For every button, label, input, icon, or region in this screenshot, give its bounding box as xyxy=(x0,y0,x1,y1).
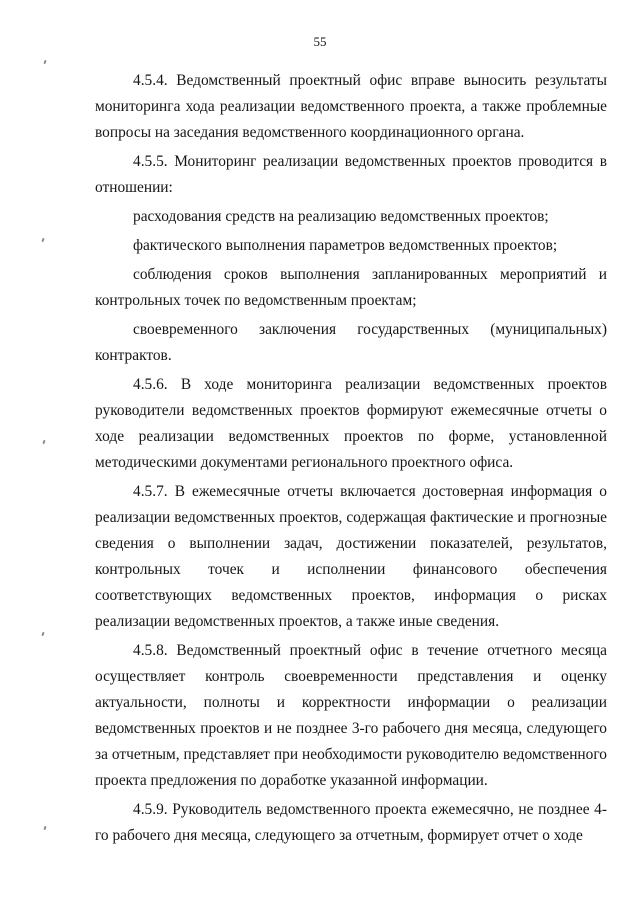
list-item-parameters: фактического выполнения параметров ведомственных проектов; xyxy=(133,237,558,254)
scan-speck xyxy=(43,826,46,830)
paragraph-4-5-7: 4.5.7. В ежемесячные отчеты включается достоверная информация о реализации ведомственных проектов, содержащая фактические и прогнозные сведения о выполнении задач, достижении показателей, результатов, контрольных точек и исполнении финансового обеспечения соответствующих ведомственных проектов, информация о рисках реализации ведомственных проектов, а также иные сведения. xyxy=(95,483,607,630)
scan-speck xyxy=(43,60,46,64)
page-number: 55 xyxy=(313,34,327,49)
scan-speck xyxy=(42,440,45,444)
scan-speck xyxy=(41,238,44,242)
list-item-spending: расходования средств на реализацию ведомственных проектов; xyxy=(133,208,549,225)
paragraph-4-5-6: 4.5.6. В ходе мониторинга реализации ведомственных проектов руководители ведомственных проектов формируют ежемесячные отчеты о ходе реализации ведомственных проектов по форме, установленной методическими документами регионального проектного офиса. xyxy=(95,376,607,471)
paragraph-4-5-4: 4.5.4. Ведомственный проектный офис вправе выносить результаты мониторинга хода реализации ведомственного проекта, а также проблемные вопросы на заседания ведомственного координационного органа. xyxy=(95,72,607,141)
paragraph-4-5-5: 4.5.5. Мониторинг реализации ведомственных проектов проводится в отношении: xyxy=(95,153,607,196)
scan-speck xyxy=(41,632,44,636)
document-body xyxy=(95,68,607,849)
list-item-deadlines: соблюдения сроков выполнения запланированных мероприятий и контрольных точек по ведомственным проектам; xyxy=(95,266,607,309)
paragraph-4-5-9: 4.5.9. Руководитель ведомственного проекта ежемесячно, не позднее 4-го рабочего дня месяца, следующего за отчетным, формирует отчет о ходе xyxy=(95,801,607,844)
list-item-contracts: своевременного заключения государственных (муниципальных) контрактов. xyxy=(95,321,607,364)
paragraph-4-5-8: 4.5.8. Ведомственный проектный офис в течение отчетного месяца осуществляет контроль своевременности представления и оценку актуальности, полноты и корректности информации о реализации ведомственных проектов и не позднее 3-го рабочего дня месяца, следующего за отчетным, представляет при необходимости руководителю ведомственного проекта предложения по доработке указанной информации. xyxy=(95,642,607,789)
